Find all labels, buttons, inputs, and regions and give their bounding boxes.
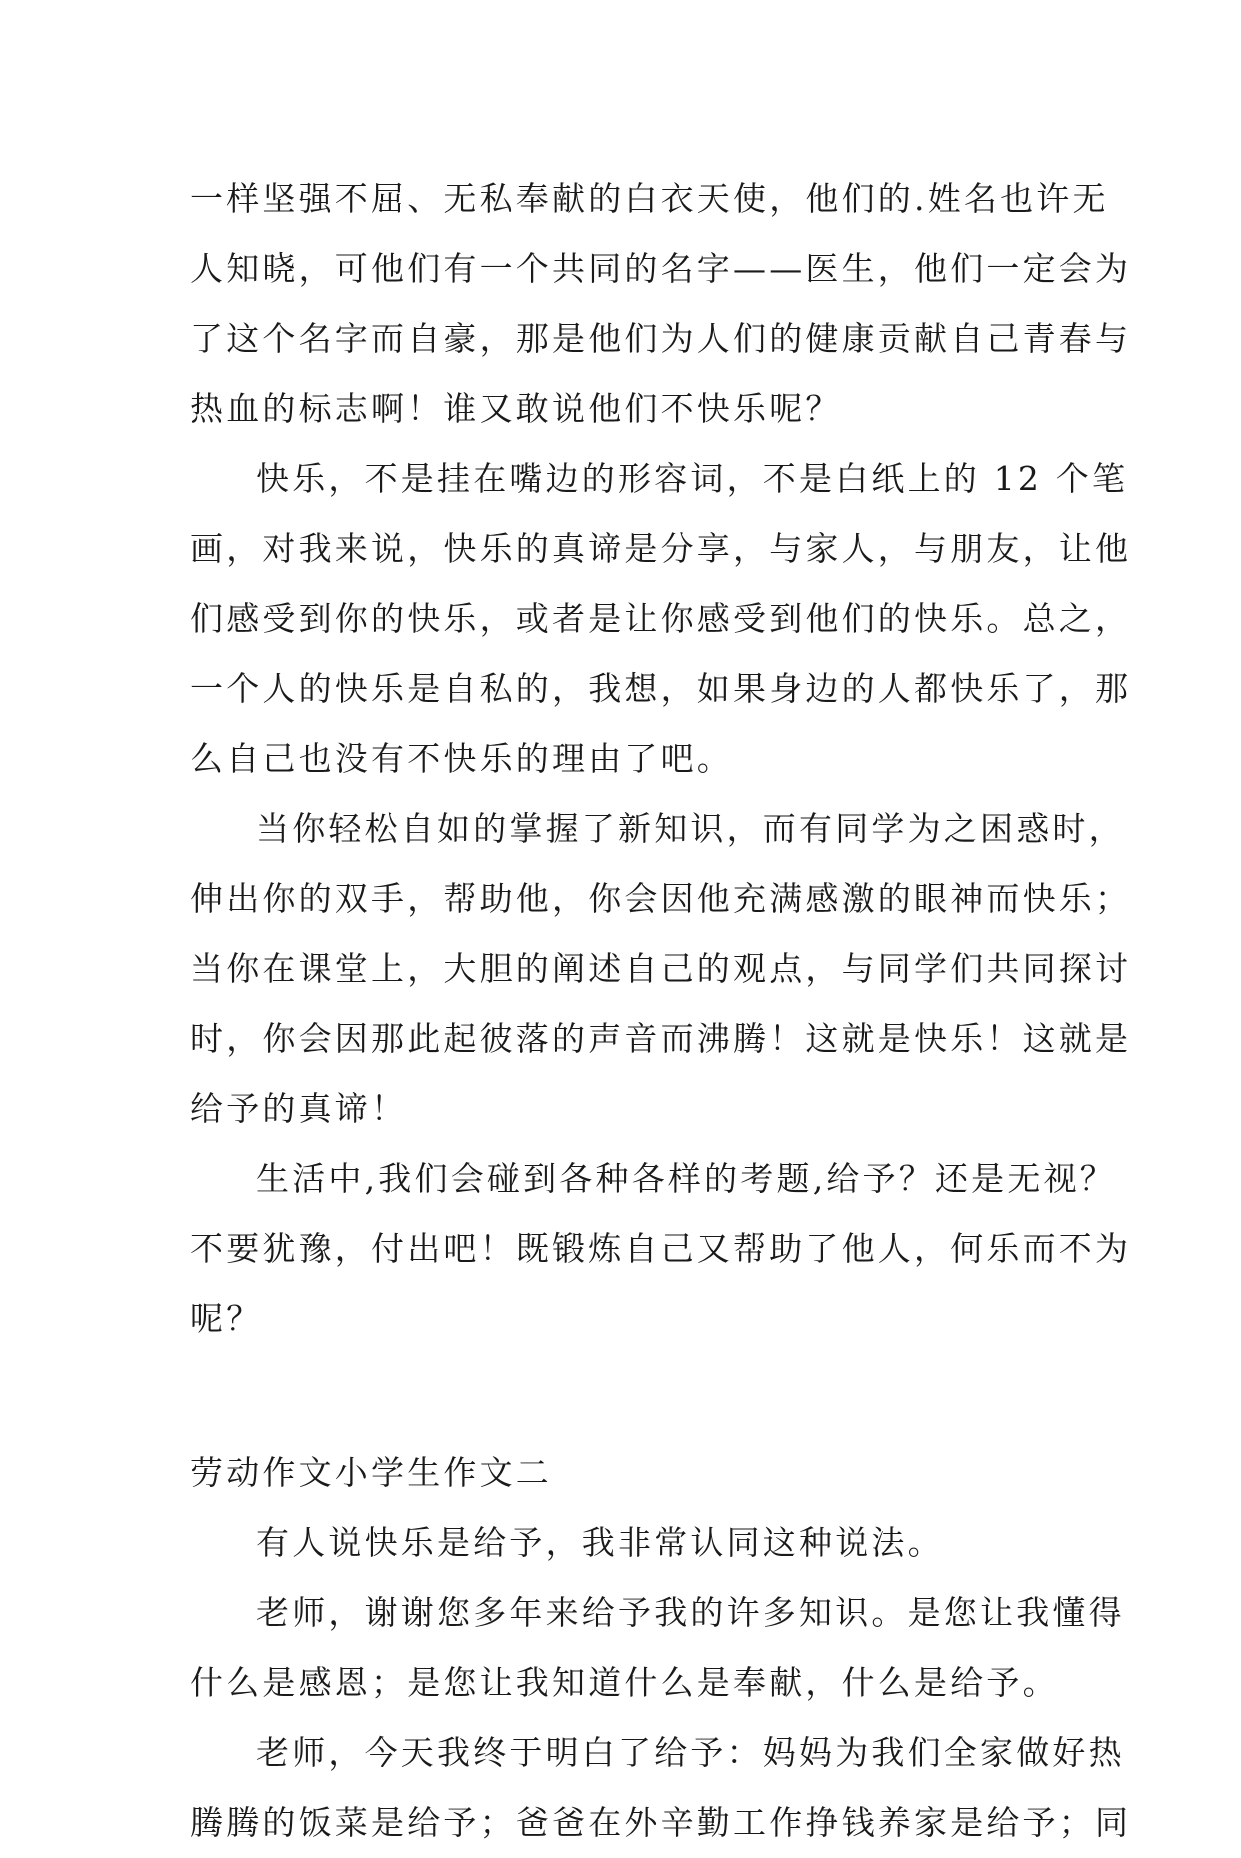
document-body (190, 164, 1132, 1858)
paragraph (190, 1508, 1060, 1578)
text-line: 当你在课堂上，大胆的阐述自己的观点，与同学们共同探讨 (190, 949, 1132, 988)
text-line: 伸出你的双手，帮助他，你会因他充满感激的眼神而快乐； (190, 879, 1132, 918)
text-line: 呢？ (190, 1299, 263, 1338)
text-line: 人知晓，可他们有一个共同的名字——医生，他们一定会为 (190, 249, 1132, 288)
text-line: 们感受到你的快乐，或者是让你感受到他们的快乐。总之， (190, 599, 1132, 638)
text-line: 老师，今天我终于明白了给予：妈妈为我们全家做好热 (256, 1733, 1125, 1772)
text-line: 生活中,我们会碰到各种各样的考题,给予？还是无视？ (256, 1159, 1116, 1198)
text-line: 快乐，不是挂在嘴边的形容词，不是白纸上的 12 个笔 (256, 459, 1129, 498)
text-line: 给予的真谛！ (190, 1089, 408, 1128)
text-line: 什么是感恩；是您让我知道什么是奉献，什么是给予。 (190, 1663, 1059, 1702)
text-line: 时，你会因那此起彼落的声音而沸腾！这就是快乐！这就是 (190, 1019, 1132, 1058)
paragraph (190, 444, 1132, 794)
paragraph (190, 164, 1132, 444)
text-line: 热血的标志啊！谁又敢说他们不快乐呢？ (190, 389, 842, 428)
text-line: 不要犹豫，付出吧！既锻炼自己又帮助了他人，何乐而不为 (190, 1229, 1132, 1268)
paragraph (190, 1718, 1132, 1858)
text-line: 老师，谢谢您多年来给予我的许多知识。是您让我懂得 (256, 1593, 1125, 1632)
paragraph (190, 1578, 1125, 1718)
text-line: 腾腾的饭菜是给予；爸爸在外辛勤工作挣钱养家是给予；同 (190, 1803, 1132, 1842)
text-line: 一样坚强不屈、无私奉献的白衣天使，他们的.姓名也许无 (190, 179, 1109, 218)
section-gap (190, 1354, 1060, 1438)
text-line: 当你轻松自如的掌握了新知识，而有同学为之困惑时， (256, 809, 1125, 848)
text-line: 画，对我来说，快乐的真谛是分享，与家人，与朋友，让他 (190, 529, 1132, 568)
text-line: 了这个名字而自豪，那是他们为人们的健康贡献自己青春与 (190, 319, 1132, 358)
text-line: 有人说快乐是给予，我非常认同这种说法。 (256, 1523, 944, 1562)
text-line: 一个人的快乐是自私的，我想，如果身边的人都快乐了，那 (190, 669, 1132, 708)
text-line: 么自己也没有不快乐的理由了吧。 (190, 739, 733, 778)
paragraph (190, 794, 1132, 1144)
section-heading: 劳动作文小学生作文二 (190, 1453, 552, 1492)
paragraph (190, 1144, 1132, 1354)
